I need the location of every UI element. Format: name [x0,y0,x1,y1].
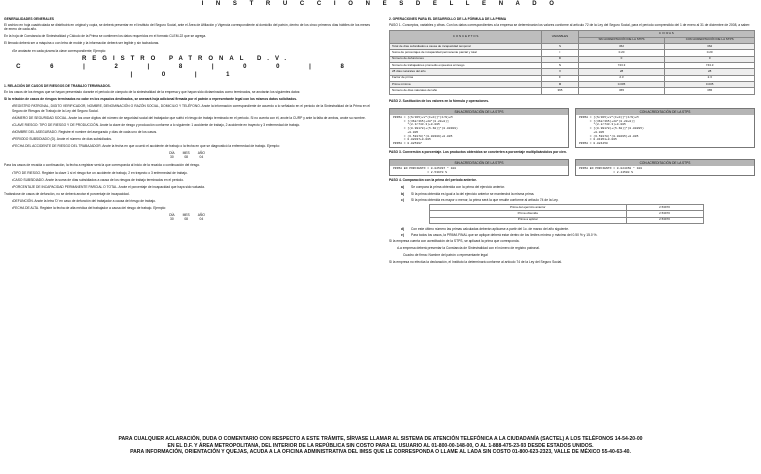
paragraph: PASO 2. Sustitución de los valores en la fórmula y operaciones. [389,98,489,103]
table-header: CON ACREDITACIÓN DE LA STPS [665,37,755,43]
formula-box: SIN ACREDITACIÓN DE LA STPS PRIMA = [(S/365)+V*(I+D)]*(F/N)+M = [(362/365)+28*(0.20+0)] *(2.3/743.3)+0.005 = [(0.99178)+(5.60)]*(0.00309) +0.005 = (6.59178)*(0.00309)+0.005 = 0.02037+0.005 PRIMA = 0.025397 [389,108,569,148]
date-example: DÍA 30 MES 08 AÑO 04 [169,213,205,222]
table-cell: 743.3 [578,62,665,68]
formula-box: CON ACREDITACIÓN DE LA STPS PRIMA EN PORCIENTO = 0.024450 * 100 = 2.44500 % [575,159,755,177]
left-column [4,12,370,225]
section-heading-cases: 1. RELACIÓN DE CASOS DE RIESGOS DE TRABAJO TERMINADOS. [4,84,111,89]
table-cell: Número de días naturales del año [390,88,542,94]
table-cell: 0.005 [665,81,755,87]
table-cell: 743.3 [665,62,755,68]
comparison-table [429,204,704,224]
table-cell: Prima obtenida [430,211,627,217]
formula-box: CON ACREDITACIÓN DE LA STPS PRIMA = [(S/365)+V*(I+D)]*(F/N)+M = [(362/365)+28*(0.20+0)] *(2.2/743.3)+0.005 = [(0.99178)+(5.60)]*(0.00295) +0.005 = (6.59178)*(0.00295)+0.005 = 0.01951+0.005 PRIMA = 0.024450 [575,108,755,148]
table-cell: 365 [578,88,665,94]
table-header: C I F R A S [578,31,754,37]
table-header: C O N C E P T O S [390,31,542,44]
table-cell: F [542,75,578,81]
paragraph: Cuadro de firma: Nombre del patrón o representante legal [403,253,488,258]
table-cell: Prima a aplicar [430,217,627,223]
section-heading-formula: 2. OPERACIONES PARA EL DESARROLLO DE LA FÓRMULA DE LA PRIMA [389,17,507,21]
bullet-item: • La empresa deberá presentar la Constancia de Siniestralidad con el número de registro patronal. [397,246,755,250]
list-item: b) Si la prima obtenida es igual a la del ejercicio anterior se mantendrá la misma prima. [401,191,535,196]
table-cell: S [542,43,578,49]
table-cell: 2.3 [578,75,665,81]
table-cell: 28 días naturales del año [390,69,542,75]
formula-box: SIN ACREDITACIÓN DE LA STPS PRIMA EN PORCIENTO = 0.025397 * 100 = 2.53970 % [389,159,569,177]
table-cell: 0.20 [578,50,665,56]
table-cell: Número de defunciones [390,56,542,62]
table-cell: 2.53970 [626,211,703,217]
paragraph: Si la empresa cuenta con acreditación de la STPS, se aplicará la prima que corresponda. [389,239,520,244]
bullet-item: • NOMBRE DEL ASEGURADO. Registre el nombre del asegurado y días de cada uno de los casos. [12,130,370,134]
table-cell: Total de días subsidiados a causa de incapacidad temporal [390,43,542,49]
table-row [390,88,755,94]
table-row [430,217,704,223]
paragraph: Para los casos de recaída o continuación, la fecha a registrar será la que corresponda al inicio de la recaída o continuación del riesgo. [4,163,201,168]
table-header: SIN ACREDITACIÓN DE LA STPS [578,37,665,43]
table-cell: Prima mínima [390,81,542,87]
section-heading-general: GENERALIDADES GENERALES [4,17,55,21]
table-cell: N [542,62,578,68]
paragraph: Si la relación de casos de riesgos terminados no cabe en los espacios destinados, se anexará hoja adicional firmada por el patrón o representante legal con los mismos datos solicitados. [4,97,297,102]
bullet-item: • CLAVE RIESGO: TIPO DE RIESGO Y DE PRODUCCIÓN. Anote la clave de riesgo y producción conforme a lo siguiente: 1 accidente de trabajo, 2 accidente en trayecto y 3 enfermedad de trabajo. [12,123,370,127]
table-cell: 365 [665,88,755,94]
bullet-item: • NÚMERO DE SEGURIDAD SOCIAL. Anote los once dígitos del número de seguridad social del trabajador que sufrió el riesgo de trabajo terminado en el periodo. Si no cuenta con él, anote la CURP y ante la falta de ambos, anote su nombre. [12,116,370,120]
table-cell: 0.005 [578,81,665,87]
table-cell: 362 [578,43,665,49]
table-cell: Factor de prima [390,75,542,81]
bullet-item: • DEFUNCIÓN. Anote la letra 'D' en caso de defunción del trabajador a causa del riesgo de trabajo. [12,199,370,203]
footer-notice: PARA CUALQUIER ACLARACIÓN, DUDA O COMENTARIO CON RESPECTO A ESTE TRÁMITE, SÍRVASE LLAMAR AL SISTEMA DE ATENCIÓN TELEFÓNICA A LA CIUDADANÍA (SACTEL) A LOS TELÉFONOS 14-54-20-00 EN EL D.F. Y ÁREA METROPOLITANA, DEL INTERIOR DE LA REPÚBLICA SIN COSTO PARA EL USUARIO AL 01-800-00-148-00, O AL 1-888-475-23-93 DESDE ESTADOS UNIDOS. PARA INFORMACIÓN, ORIENTACIÓN Y QUEJAS, ACUDA A LA OFICINA ADMINISTRATIVA DEL IMSS QUE LE CORRESPONDA O LLAME AL LADA SIN COSTO 01-800-623-2323, VALLE DE MÉXICO 55-40-63-40. [118,436,643,456]
bullet-item: • PORCENTAJE DE INCAPACIDAD PERMANENTE PARCIAL O TOTAL. Anote el porcentaje de incapacidad que haya sido valuada. [12,185,370,189]
list-item: e) Para todos los casos, la PRIMA FINAL que se aplique deberá estar dentro de los límites mínimo y máximo del 0.50 % y 15.0 %. [401,232,598,237]
bullet-item: • FECHA DE ALTA. Registre la fecha de alta médica del trabajador a causa del riesgo de trabajo. Ejemplo: [12,206,370,210]
registro-patronal-example: C 6 | 2 | 8 | 0 0 | 8 | 0 | 1 [16,64,358,78]
table-cell: Suma de porcentajes de incapacidad permanente parcial y total [390,50,542,56]
paragraph: Tratándose de casos de defunción, no se deberá anotar el porcentaje de incapacidad. [4,191,130,196]
list-item: d) Con este último número las primas calculadas deberán aplicarse a partir del 1o. de marzo del año siguiente. [401,226,569,231]
list-item: c) Si la prima obtenida es mayor o menor, la prima será la que resulte conforme al artículo 74 de la Ley. [401,197,559,202]
table-cell: I [542,50,578,56]
table-cell: 0.20 [665,50,755,56]
date-example: DÍA 30 MES 08 AÑO 04 [169,151,205,160]
table-cell: Número de trabajadores promedio expuestos al riesgo [390,62,542,68]
paragraph: En la hoja de Constancia de Siniestralidad y Cálculo de la Prima se contienen los datos requeridos en el formato CLEM-22 que se agrega. [4,34,207,39]
bullet-item: • Se anotarán en cada pizarra la clave correspondiente; Ejemplo: [12,49,370,53]
table-cell: 365 [542,88,578,94]
table-cell: 0 [665,56,755,62]
bullet-item: • TIPO DE RIESGO. Registre la clave 1 si el riesgo fue un accidente de trabajo, 2 en trayecto o 3 enfermedad de trabajo. [12,171,370,175]
paragraph: En los casos de los riesgos que se hayan presentado durante el periodo de cómputo de la siniestralidad de la empresa y que hayan sido dictaminados como terminados, se anotarán los siguientes datos: [4,90,301,95]
bullet-item: • CASO SUBSIDIADO. Anote la suma de días subsidiados a causa de los riesgos de trabajo terminados en el periodo. [12,178,370,182]
variables-table [389,30,755,94]
table-cell: 2.53970 [626,204,703,210]
list-item: a) Se compara la prima obtenida con la prima del ejercicio anterior. [401,185,506,190]
table-cell: 0 [578,56,665,62]
table-cell: V [542,69,578,75]
paragraph: PASO 1. Conceptos, variables y cifras. Con los datos correspondientes a la empresa se determinarán los valores conforme al artículo 72 de la Ley del Seguro Social, para el período comprendido del 1 de enero al 31 de diciembre de 2008, a saber: [389,23,751,28]
paragraph: PASO 4. Comparación con la prima del periodo anterior. [389,178,477,183]
paragraph: PASO 3. Conversión a porcentaje. Los productos obtenidos se convierten a porcentaje multiplicándolos por cien. [389,149,567,154]
right-column [389,12,755,268]
bullet-item: • PERIODO SUBSIDIADO (D). Anote el número de días subsidiados. [12,137,370,141]
table-header: VARIABLES [542,31,578,44]
table-cell: 28 [665,69,755,75]
registro-patronal-label: REGISTRO PATRONAL D.V. [81,55,293,62]
table-cell: D [542,56,578,62]
table-cell: 2.3 [665,75,755,81]
table-cell: 28 [578,69,665,75]
paragraph: Si la empresa no efectúa la declaración, el Instituto la determinará conforme al artículo 74 de la Ley del Seguro Social. [389,260,563,265]
table-cell: Prima del ejercicio anterior [430,204,627,210]
page-title: I N S T R U C C I O N E S D E L L E N A D O [201,1,560,7]
bullet-item: • REGISTRO PATRONAL, DIGITO VERIFICADOR, NOMBRE, DENOMINACIÓN O RAZÓN SOCIAL, DOMICILIO Y TELÉFONO. Anote la información correspondiente de acuerdo a lo señalado en el periodo de la Siniestralidad de la Prima en el Seguro de Riesgos de Trabajo de la Ley del Seguro Social. [12,104,370,112]
bullet-item: • FECHA DEL ACCIDENTE DE RIESGO DEL TRABAJADOR. Anote la fecha en que ocurrió el accidente de trabajo o la fecha en que se diagnosticó la enfermedad de trabajo. Ejemplo: [12,144,370,148]
paragraph: El archivo en hoja cuadriculada se distribuirá en original y copia, se deberá presentar en el Instituto del Seguro Social, ante el Área de Afiliación y Vigencia correspondiente al domicilio del patrón, dentro de los cinco primeros días hábiles de los meses de enero de cada año. [4,23,370,32]
table-cell: M [542,81,578,87]
table-cell: 362 [665,43,755,49]
table-cell: 2.53970 [626,217,703,223]
paragraph: El llenado deberá ser a máquina o con letra de molde y la información deberá ser legible y sin tachaduras. [4,41,160,46]
